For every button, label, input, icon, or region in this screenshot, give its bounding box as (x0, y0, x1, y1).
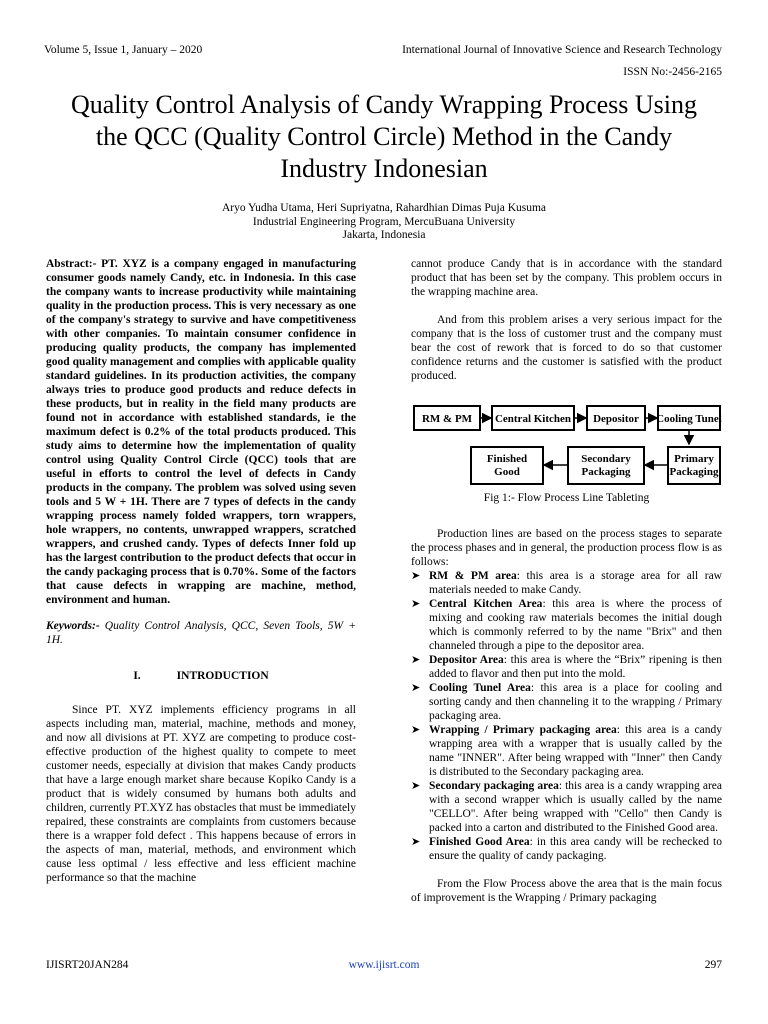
list-item: ➤ Central Kitchen Area: this area is where the process of mixing and cooking raw materials becomes the initial dough which is commonly referred to by the name "Brix" and then channeled through a pipe to the depositor area. (411, 598, 722, 652)
journal-name: International Journal of Innovative Science and Research Technology (402, 44, 722, 56)
figure-caption: Fig 1:- Flow Process Line Tableting (483, 492, 650, 504)
arrow-bullet-icon: ➤ (411, 570, 421, 582)
keywords-text: Quality Control Analysis, QCC, Seven Tools, 5W + 1H. (46, 620, 356, 646)
list-item: ➤ Wrapping / Primary packaging area: this area is a candy wrapping area with a wrapper that is usually called by the name "INNER". After being wrapped with "Inner" then Candy is distributed to the Secondary packaging area. (411, 724, 722, 778)
issn: ISSN No:-2456-2165 (623, 66, 722, 78)
box-finished-good-label-2: Good (494, 466, 520, 478)
box-rm-pm-label: RM & PM (421, 413, 473, 425)
box-primary-packaging-label-2: Packaging (669, 466, 719, 478)
journal-website-link[interactable]: www.ijisrt.com (348, 959, 420, 971)
section-heading (46, 669, 356, 683)
left-column (46, 257, 356, 885)
box-secondary-packaging-label-1: Secondary (581, 453, 631, 465)
list-item: ➤ Secondary packaging area: this area is a candy wrapping area with a second wrapper which is usually called by the name "CELLO". After being wrapped with "Cello" then Candy is packed into a carton and distributed to the Finished Good area. (411, 780, 722, 834)
list-item: ➤ RM & PM area: this area is a storage area for all raw materials needed to make Candy. (411, 570, 722, 596)
box-central-kitchen-label: Central Kitchen (494, 413, 572, 425)
keywords (46, 619, 356, 647)
author-names: Aryo Yudha Utama, Heri Supriyatna, Rahardhian Dimas Puja Kusuma (221, 202, 547, 214)
intro-paragraph: Since PT. XYZ implements efficiency programs in all aspects including man, material, machine, methods and money, and now all divisions at PT. XYZ are competing to produce cost-effective production of the highest quality to compete to meet customer needs, especially at division that makes Candy products that have a large enough market share because Kopiko Candy is a product that is widely consumed by humans both adults and children, currently PT.XYZ has obstacles that must be immediately repaired, these constraints are complaints from customers because there is a wrapper fold defect . This happens because of errors in the aspects of man, material, methods, and environment which cause less optimal / less effective and less efficient machine performance so that the machine (46, 704, 356, 884)
author-affiliation: Industrial Engineering Program, MercuBuana University (252, 215, 516, 228)
right-paragraph-4: From the Flow Process above the area that is the main focus of improvement is the Wrapping / Primary packaging (411, 878, 722, 904)
arrow-bullet-icon: ➤ (411, 598, 421, 610)
paper-title: Quality Control Analysis of Candy Wrapping Process Using the QCC (Quality Control Circle) Method in the Candy Industry Indonesian (70, 90, 698, 183)
author-block (60, 202, 708, 243)
arrow-bullet-icon: ➤ (411, 724, 421, 736)
arrow-bullet-icon: ➤ (411, 682, 421, 694)
section-number: I. (133, 670, 141, 682)
list-item: ➤ Finished Good Area: in this area candy will be rechecked to ensure the quality of candy packaging. (411, 836, 722, 862)
journal-volume: Volume 5, Issue 1, January – 2020 (44, 44, 203, 56)
box-depositor-label: Depositor (593, 413, 639, 425)
flow-process-figure (411, 405, 722, 487)
arrow-bullet-icon: ➤ (411, 654, 421, 666)
author-location: Jakarta, Indonesia (342, 229, 426, 241)
box-finished-good-label-1: Finished (486, 453, 528, 465)
box-primary-packaging-label-1: Primary (674, 453, 714, 465)
box-secondary-packaging-label-2: Packaging (581, 466, 631, 478)
arrow-bullet-icon: ➤ (411, 836, 421, 848)
right-paragraph-1: cannot produce Candy that is in accordance with the standard product that has been set by the company. This problem occurs in the wrapping machine area. (411, 258, 722, 298)
paper-id: IJISRT20JAN284 (46, 959, 129, 971)
right-paragraph-3: Production lines are based on the process stages to separate the process phases and in general, the production process flow is as follows: (411, 528, 722, 568)
abstract: Abstract:- PT. XYZ is a company engaged in manufacturing consumer goods namely Candy, etc. in Indonesia. In this case the company wants to increase productivity while maintaining quality in the production process. This is very necessary as one of the company's strategy to survive and have competitiveness with other companies. To maintain consumer confidence in producing quality products, the company has implemented good quality management and complies with applicable quality standard guidelines. In its production activities, the company always tries to produce good products and reduce defects in these products, but in reality in the field many products are found not in accordance with established standards, ie the maximum defect is 0.2% of the total products produced. This study aims to determine how the implementation of quality control using Quality Control Circle (QCC) tools that are useful in efforts to control the level of defects in Candy products in the company. The problem was solved using seven tools and 5 W + 1H. There are 7 types of defects in the candy wrapping process namely folded wrappers, torn wrappers, hole wrappers, no contents, unwrapped wrappers, scratched wrappers, and crushed candy. Types of defects Inner fold up has the largest contribution to the product defects that occur in the candy packaging process that is 0.70%. Some of the factors that cause defects in wrapping are machine, method, environment and human. (46, 258, 356, 606)
process-list (411, 569, 722, 863)
page-number: 297 (704, 959, 722, 971)
right-paragraph-2: And from this problem arises a very serious impact for the company that is the loss of customer trust and the company must bear the cost of rework that is forced to do so that customer confidence returns and the customer is satisfied with the product produced. (411, 314, 722, 382)
section-title: INTRODUCTION (176, 670, 269, 682)
flow-diagram (411, 405, 722, 487)
keywords-label: Keywords:- (46, 620, 100, 632)
right-column (411, 257, 722, 905)
arrow-bullet-icon: ➤ (411, 780, 421, 792)
list-item: ➤ Cooling Tunel Area: this area is a place for cooling and sorting candy and then channeling it to the wrapping / Primary packaging area. (411, 682, 723, 722)
box-cooling-tunel-label: Cooling Tunel (656, 413, 722, 425)
list-item: ➤ Depositor Area: this area is where the “Brix” ripening is then added to flavor and then put into the mold. (411, 654, 723, 680)
